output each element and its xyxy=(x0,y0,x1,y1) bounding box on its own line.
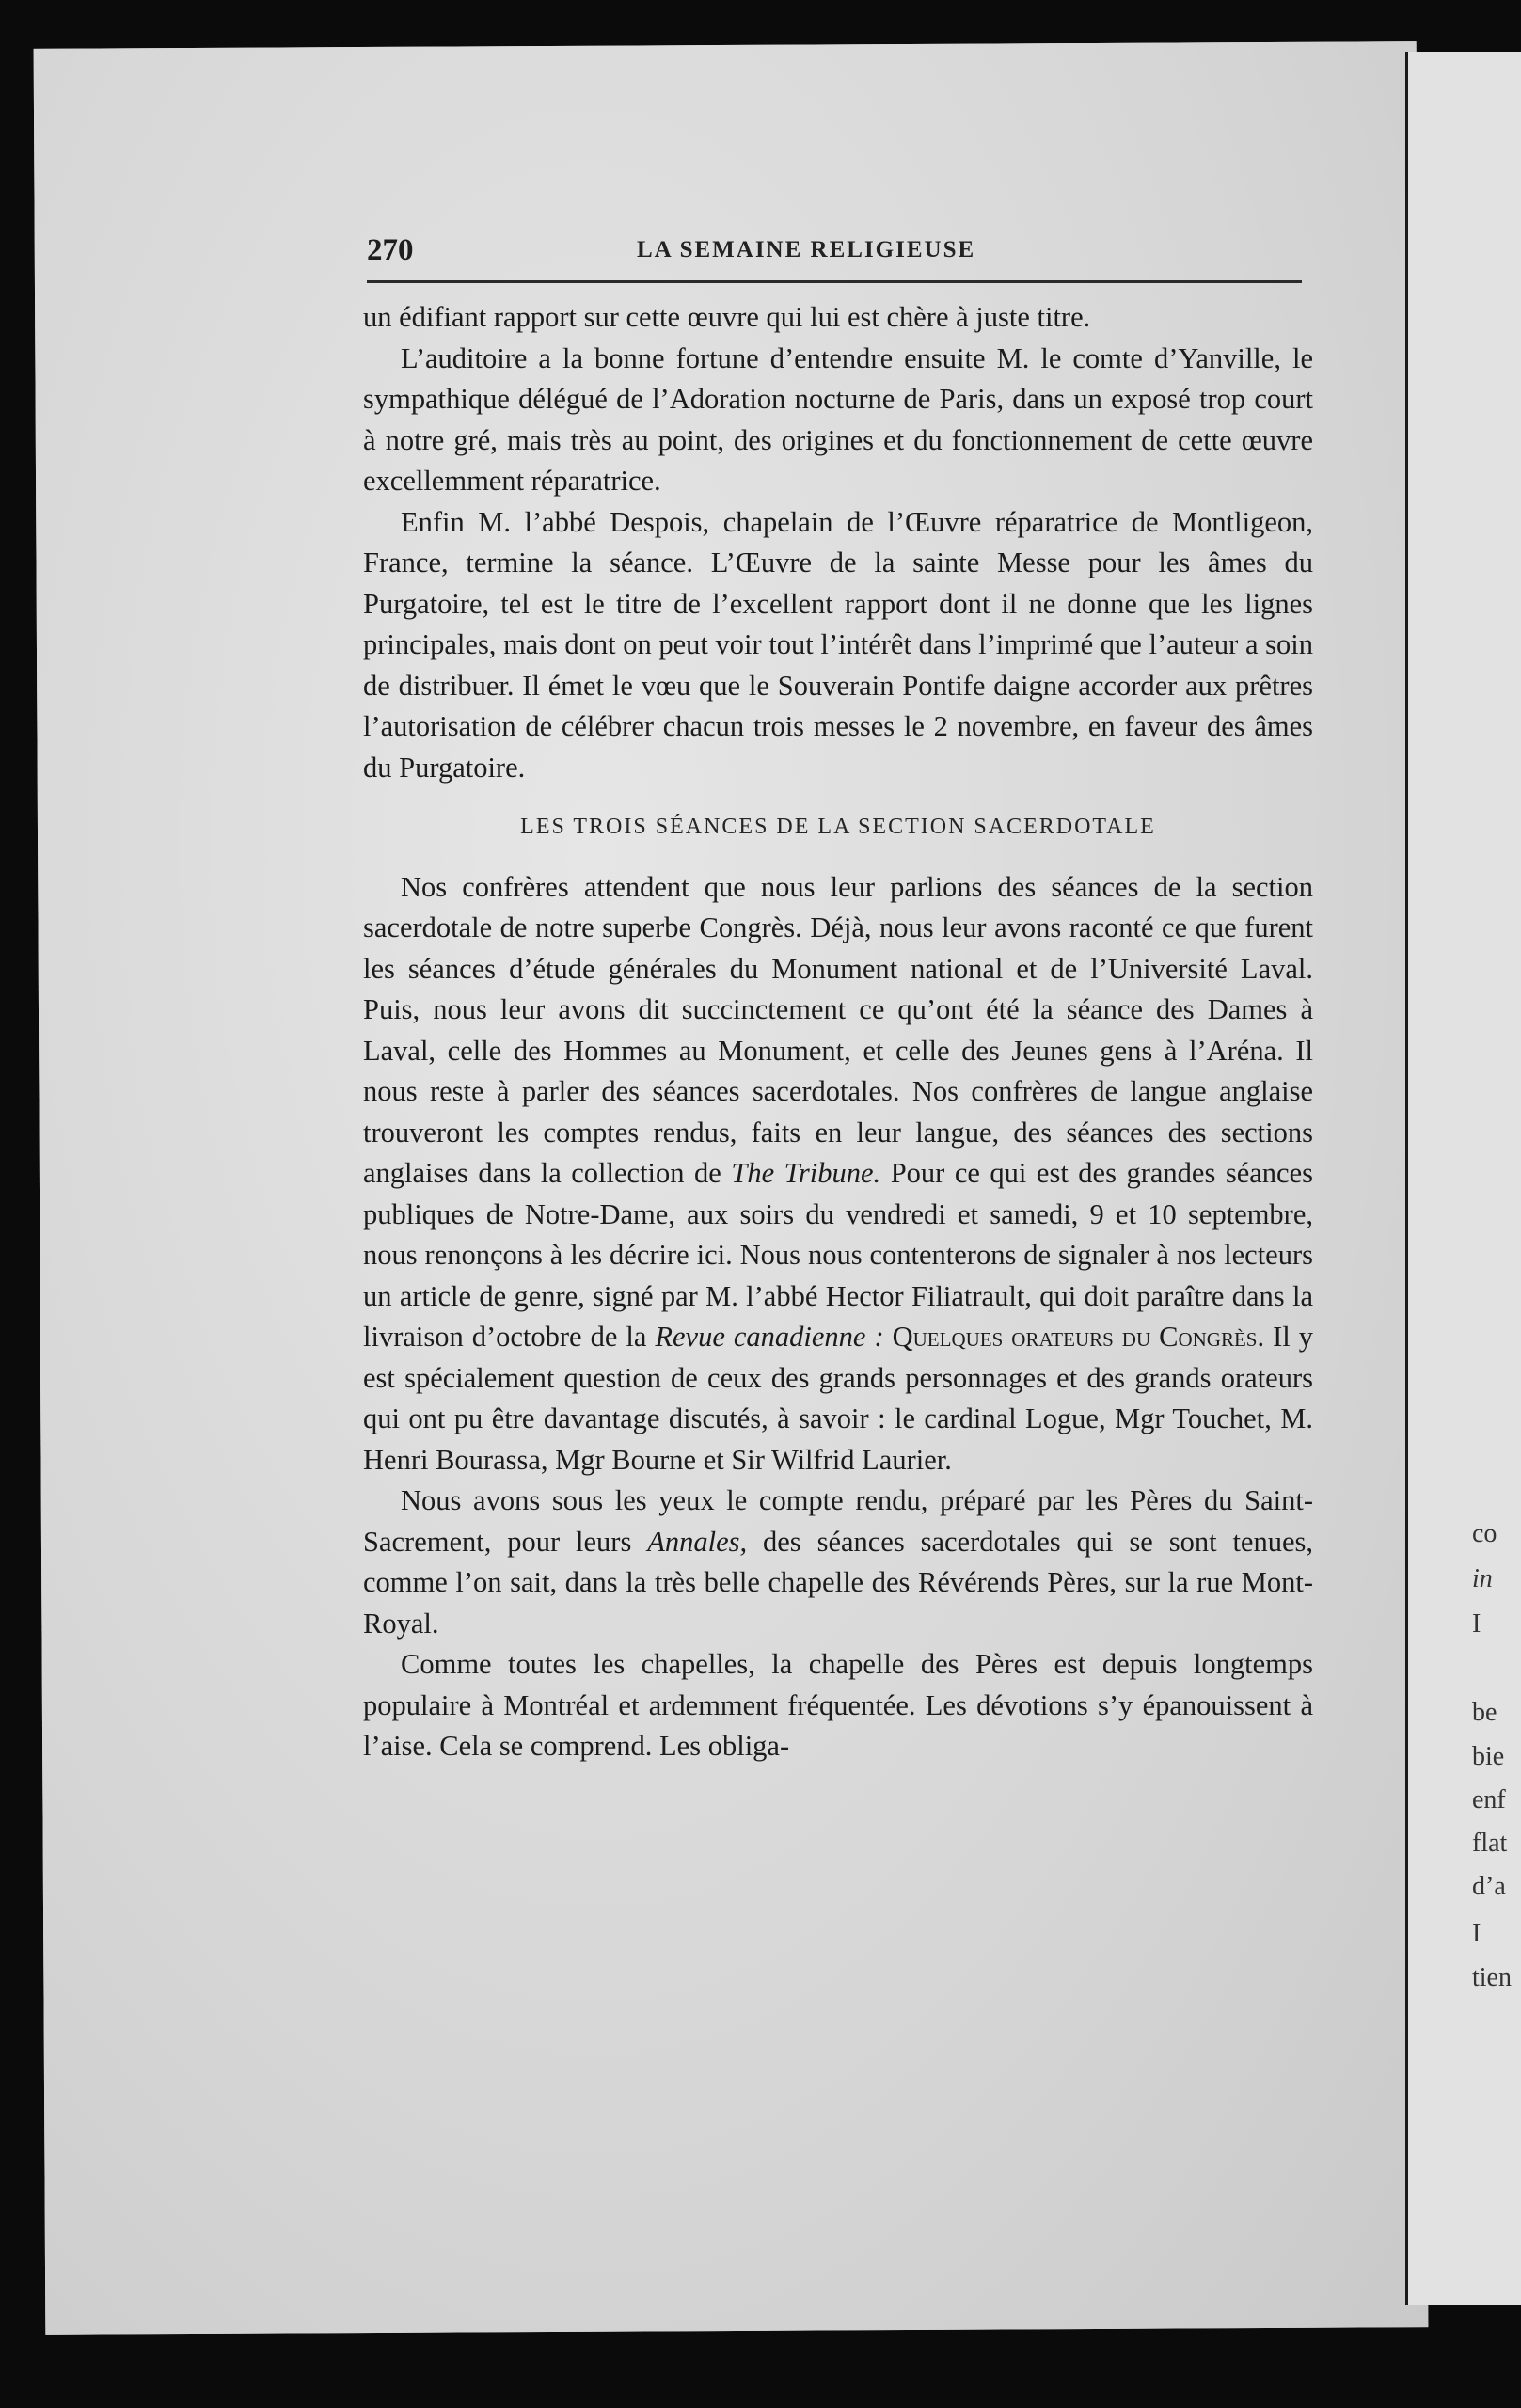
fragment: in xyxy=(1472,1564,1493,1593)
publication-title: Revue canadienne : xyxy=(655,1321,884,1353)
text-run: des séances sacerdotales qui se sont tenues, comme l’on sait, dans la très belle chapelle des Révérends Pères, sur la rue Mont-Royal. xyxy=(363,1525,1313,1640)
fragment: flat xyxy=(1472,1829,1508,1858)
article-title: Quelques orateurs du Congrès. xyxy=(883,1321,1265,1353)
text-run: Il y est spécialement question de ceux des grands personnages et des grands orateurs qui ont pu être davantage discutés, à savoir : le cardinal Logue, Mgr Touchet, M. Henri Bourassa, Mgr Bourne et Sir Wilfrid Laurier. xyxy=(363,1321,1313,1476)
paragraph: Enfin M. l’abbé Despois, chapelain de l’Œuvre réparatrice de Montligeon, France, termine la séance. L’Œuvre de la sainte Messe pour les âmes du Purgatoire, tel est le titre de l’excellent rapport dont il ne donne que les lignes principales, mais dont on peut voir tout l’intérêt dans l’imprimé que l’auteur a soin de distribuer. Il émet le vœu que le Souverain Pontife daigne accorder aux prêtres l’autorisation de célébrer chacun trois messes le 2 novembre, en faveur des âmes du Purgatoire. xyxy=(363,505,1313,784)
text-run: Pour ce qui est des grandes séances publiques de Notre-Dame, aux soirs du vendredi et samedi, 9 et 10 septembre, nous renonçons à les décrire ici. Nous nous contenterons de signaler à nos lecteurs un article de genre, signé par M. l’abbé Hector Filiatrault, qui doit paraître dans la livraison d’octobre de la xyxy=(363,1157,1313,1353)
fragment: co xyxy=(1472,1519,1497,1548)
section-heading: LES TROIS SÉANCES DE LA SECTION SACERDOTALE xyxy=(520,815,1156,839)
text-run: Nous avons sous les yeux le compte rendu, préparé par les Pères du Saint-Sacrement, pour leurs xyxy=(363,1484,1313,1558)
page-number: 270 xyxy=(367,233,414,267)
fragment: I xyxy=(1472,1919,1481,1948)
running-title: LA SEMAINE RELIGIEUSE xyxy=(637,237,976,262)
paragraph xyxy=(363,867,1313,1481)
fragment: tien xyxy=(1472,1963,1512,1992)
running-header xyxy=(367,233,1302,283)
fragment: d’a xyxy=(1472,1872,1506,1901)
text-run: Nos confrères attendent que nous leur parlions des séances de la section sacerdotale de notre superbe Congrès. Déjà, nous leur avons raconté ce que furent les séances d’étude générales du Monument national et de l’Université Laval. Puis, nous leur avons dit succinctement ce qu’ont été la séance des Dames à Laval, celle des Hommes au Monument, et celle des Jeunes gens à l’Aréna. Il nous reste à parler des séances sacerdotales. Nos confrères de langue anglaise trouveront les comptes rendus, faits en leur langue, des séances des sections anglaises dans la collection de xyxy=(363,870,1313,1189)
fragment: be xyxy=(1472,1698,1497,1727)
adjacent-page-edge xyxy=(1405,52,1521,2305)
publication-title: The Tribune. xyxy=(731,1157,881,1189)
paragraph: Comme toutes les chapelles, la chapelle des Pères est depuis longtemps populaire à Montréal et ardemment fréquentée. Les dévotions s’y épanouissent à l’aise. Cela se comprend. Les obliga- xyxy=(363,1648,1313,1762)
paragraph xyxy=(363,1481,1313,1644)
publication-title: Annales, xyxy=(647,1525,748,1558)
fragment: bie xyxy=(1472,1742,1505,1771)
paragraph: L’auditoire a la bonne fortune d’entendre ensuite M. le comte d’Yanville, le sympathique délégué de l’Adoration nocturne de Paris, dans un exposé trop court à notre gré, mais très au point, des origines et du fonctionnement de cette œuvre excellemment réparatrice. xyxy=(363,341,1313,497)
fragment: I xyxy=(1472,1609,1481,1639)
body-text xyxy=(363,297,1313,1767)
paragraph: un édifiant rapport sur cette œuvre qui lui est chère à juste titre. xyxy=(363,301,1091,333)
fragment: enf xyxy=(1472,1785,1506,1814)
